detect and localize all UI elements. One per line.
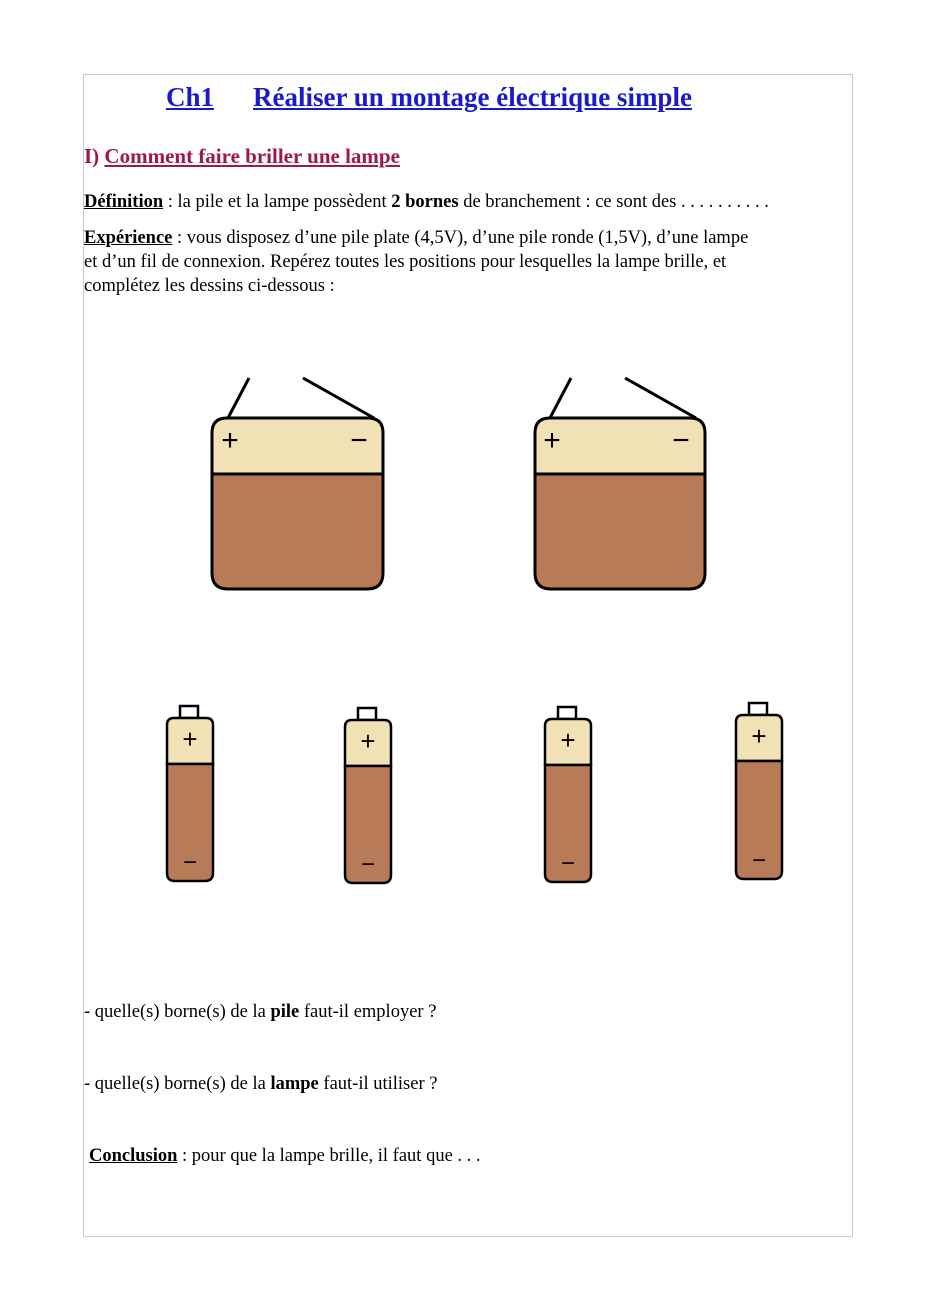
definition-text-2: de branchement : ce sont des . . . . . . . . . . — [458, 192, 769, 212]
question-pile-bold: pile — [270, 1002, 300, 1022]
question-lampe-text-1: - quelle(s) borne(s) de la — [84, 1074, 271, 1094]
definition-label: Définition — [84, 192, 164, 212]
experience-label: Expérience — [84, 228, 173, 248]
minus-terminal-label: − — [350, 424, 368, 457]
plus-terminal-label: + — [182, 724, 198, 754]
round-battery-3 — [545, 707, 591, 882]
conclusion-text: : pour que la lampe brille, il faut que . . . — [177, 1146, 481, 1166]
chapter-number: Ch1 — [166, 82, 215, 112]
conclusion-label: Conclusion — [89, 1146, 178, 1166]
chapter-title: Réaliser un montage électrique simple — [253, 82, 692, 112]
experience-line-1: : vous disposez d’une pile plate (4,5V), d’une pile ronde (1,5V), d’une lampe — [172, 228, 749, 248]
question-pile — [84, 1000, 436, 1024]
minus-terminal-label: − — [182, 849, 198, 876]
question-pile-text-2: faut-il employer ? — [299, 1002, 437, 1022]
plus-terminal-label: + — [751, 721, 767, 751]
question-lampe — [84, 1072, 437, 1096]
experience-line-2: et d’un fil de connexion. Repérez toutes les positions pour lesquelles la lampe brille, et — [84, 252, 727, 272]
plus-terminal-label: + — [221, 424, 239, 457]
minus-terminal-label: − — [751, 847, 767, 874]
experience-line-3: complétez les dessins ci-dessous : — [84, 276, 335, 296]
question-pile-text-1: - quelle(s) borne(s) de la — [84, 1002, 271, 1022]
question-lampe-text-2: faut-il utiliser ? — [318, 1074, 438, 1094]
minus-terminal-label: − — [360, 851, 376, 878]
definition-bold: 2 bornes — [391, 192, 459, 212]
section-number: I) — [84, 144, 100, 168]
round-battery-1 — [167, 706, 213, 881]
round-battery-2 — [345, 708, 391, 883]
definition-text-1: : la pile et la lampe possèdent — [163, 192, 392, 212]
round-battery-4 — [736, 703, 782, 879]
minus-terminal-label: − — [672, 424, 690, 457]
question-lampe-bold: lampe — [270, 1074, 319, 1094]
flat-battery-left — [212, 378, 383, 589]
plus-terminal-label: + — [360, 726, 376, 756]
section-title: Comment faire briller une lampe — [104, 144, 400, 168]
flat-battery-right — [535, 378, 705, 589]
conclusion-paragraph — [89, 1144, 481, 1168]
plus-terminal-label: + — [560, 725, 576, 755]
minus-terminal-label: − — [560, 850, 576, 877]
plus-terminal-label: + — [543, 424, 561, 457]
